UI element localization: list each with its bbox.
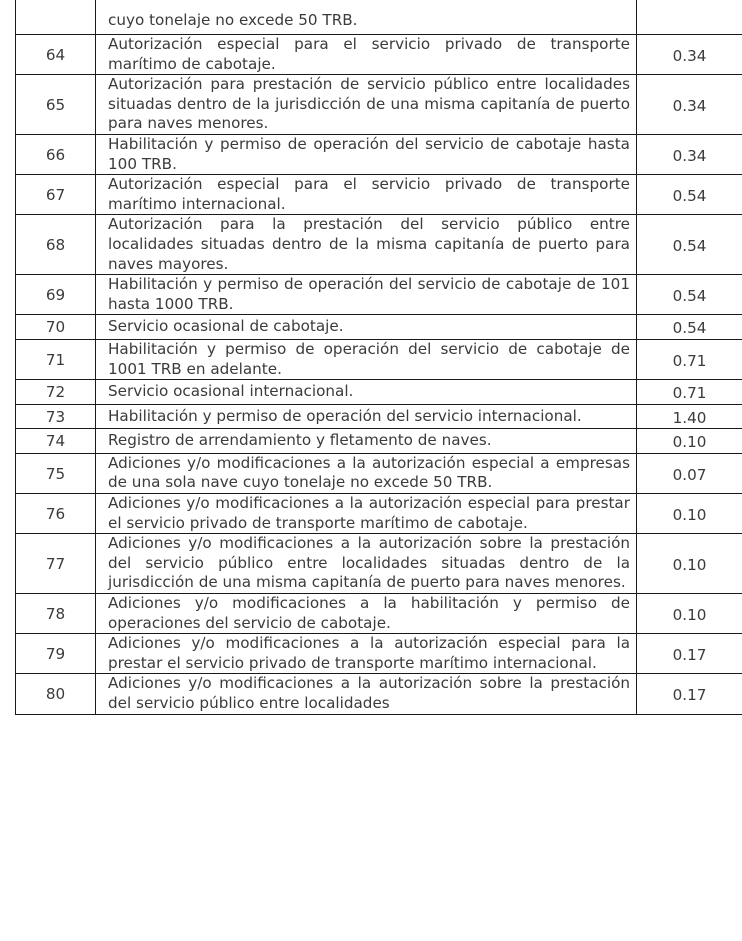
row-number-cell: 78 [16, 594, 96, 634]
row-description-cell: Registro de arrendamiento y fletamento de naves. [96, 429, 637, 454]
row-number-cell: 71 [16, 339, 96, 379]
row-value-cell: 1.40 [637, 404, 742, 429]
row-number-cell: 80 [16, 674, 96, 714]
row-value-cell: 0.34 [637, 75, 742, 135]
row-number-cell: 79 [16, 634, 96, 674]
fee-table-body [16, 0, 742, 714]
row-description-cell: Autorización para la prestación del servicio público entre localidades situadas dentro de la misma capitanía de puerto para naves mayores. [96, 215, 637, 275]
table-row [16, 404, 742, 429]
row-description-cell: Habilitación y permiso de operación del servicio de cabotaje de 101 hasta 1000 TRB. [96, 275, 637, 315]
row-number-cell: 70 [16, 315, 96, 340]
table-row [16, 634, 742, 674]
table-row [16, 534, 742, 594]
row-description-cell: Adiciones y/o modificaciones a la autorización especial a empresas de una sola nave cuyo tonelaje no excede 50 TRB. [96, 453, 637, 493]
table-row [16, 594, 742, 634]
row-description-cell: Adiciones y/o modificaciones a la habilitación y permiso de operaciones del servicio de cabotaje. [96, 594, 637, 634]
row-value-cell: 0.54 [637, 215, 742, 275]
row-value-cell: 0.34 [637, 134, 742, 174]
row-value-cell: 0.71 [637, 380, 742, 405]
table-row [16, 134, 742, 174]
row-number-cell: 73 [16, 404, 96, 429]
row-value-cell: 0.10 [637, 594, 742, 634]
row-number-cell: 64 [16, 35, 96, 75]
row-number-cell: 68 [16, 215, 96, 275]
row-description-cell: Servicio ocasional de cabotaje. [96, 315, 637, 340]
row-description-cell: Autorización para prestación de servicio público entre localidades situadas dentro de la jurisdicción de una misma capitanía de puerto para naves menores. [96, 75, 637, 135]
table-row [16, 494, 742, 534]
row-number-cell: 72 [16, 380, 96, 405]
table-row [16, 339, 742, 379]
row-value-cell: 0.71 [637, 339, 742, 379]
row-number-cell: 74 [16, 429, 96, 454]
row-description-cell: Autorización especial para el servicio privado de transporte marítimo de cabotaje. [96, 35, 637, 75]
row-number-cell: 69 [16, 275, 96, 315]
table-row [16, 175, 742, 215]
table-row [16, 275, 742, 315]
row-number-cell: 67 [16, 175, 96, 215]
row-description-cell: Autorización especial para el servicio privado de transporte marítimo internacional. [96, 175, 637, 215]
row-number-cell: 77 [16, 534, 96, 594]
table-row [16, 315, 742, 340]
row-value-cell: 0.10 [637, 429, 742, 454]
table-row [16, 35, 742, 75]
row-description-cell: Habilitación y permiso de operación del servicio de cabotaje de 1001 TRB en adelante. [96, 339, 637, 379]
row-number-cell: 75 [16, 453, 96, 493]
row-description-cell: cuyo tonelaje no excede 50 TRB. [96, 0, 637, 35]
row-number-cell: 66 [16, 134, 96, 174]
row-description-cell: Habilitación y permiso de operación del servicio de cabotaje hasta 100 TRB. [96, 134, 637, 174]
row-value-cell: 0.10 [637, 534, 742, 594]
row-number-cell: 65 [16, 75, 96, 135]
row-value-cell: 0.54 [637, 275, 742, 315]
row-description-cell: Adiciones y/o modificaciones a la autorización especial para prestar el servicio privado de transporte marítimo de cabotaje. [96, 494, 637, 534]
row-value-cell: 0.17 [637, 674, 742, 714]
row-description-cell: Adiciones y/o modificaciones a la autorización sobre la prestación del servicio público entre localidades situadas dentro de la jurisdicción de una misma capitanía de puerto para naves menores. [96, 534, 637, 594]
row-value-cell: 0.54 [637, 315, 742, 340]
table-row [16, 674, 742, 714]
table-row [16, 380, 742, 405]
row-value-cell: 0.10 [637, 494, 742, 534]
table-row-partial [16, 0, 742, 35]
fee-table [15, 0, 742, 715]
row-description-cell: Adiciones y/o modificaciones a la autorización especial para la prestar el servicio privado de transporte marítimo internacional. [96, 634, 637, 674]
row-description-cell: Adiciones y/o modificaciones a la autorización sobre la prestación del servicio público entre localidades [96, 674, 637, 714]
row-description-cell: Servicio ocasional internacional. [96, 380, 637, 405]
row-description-cell: Habilitación y permiso de operación del servicio internacional. [96, 404, 637, 429]
row-value-cell: 0.54 [637, 175, 742, 215]
row-value-cell: 0.34 [637, 35, 742, 75]
row-value-cell: 0.17 [637, 634, 742, 674]
row-value-cell [637, 0, 742, 35]
table-row [16, 215, 742, 275]
table-row [16, 453, 742, 493]
row-number-cell: 76 [16, 494, 96, 534]
row-value-cell: 0.07 [637, 453, 742, 493]
table-row [16, 75, 742, 135]
table-row [16, 429, 742, 454]
row-number-cell [16, 0, 96, 35]
